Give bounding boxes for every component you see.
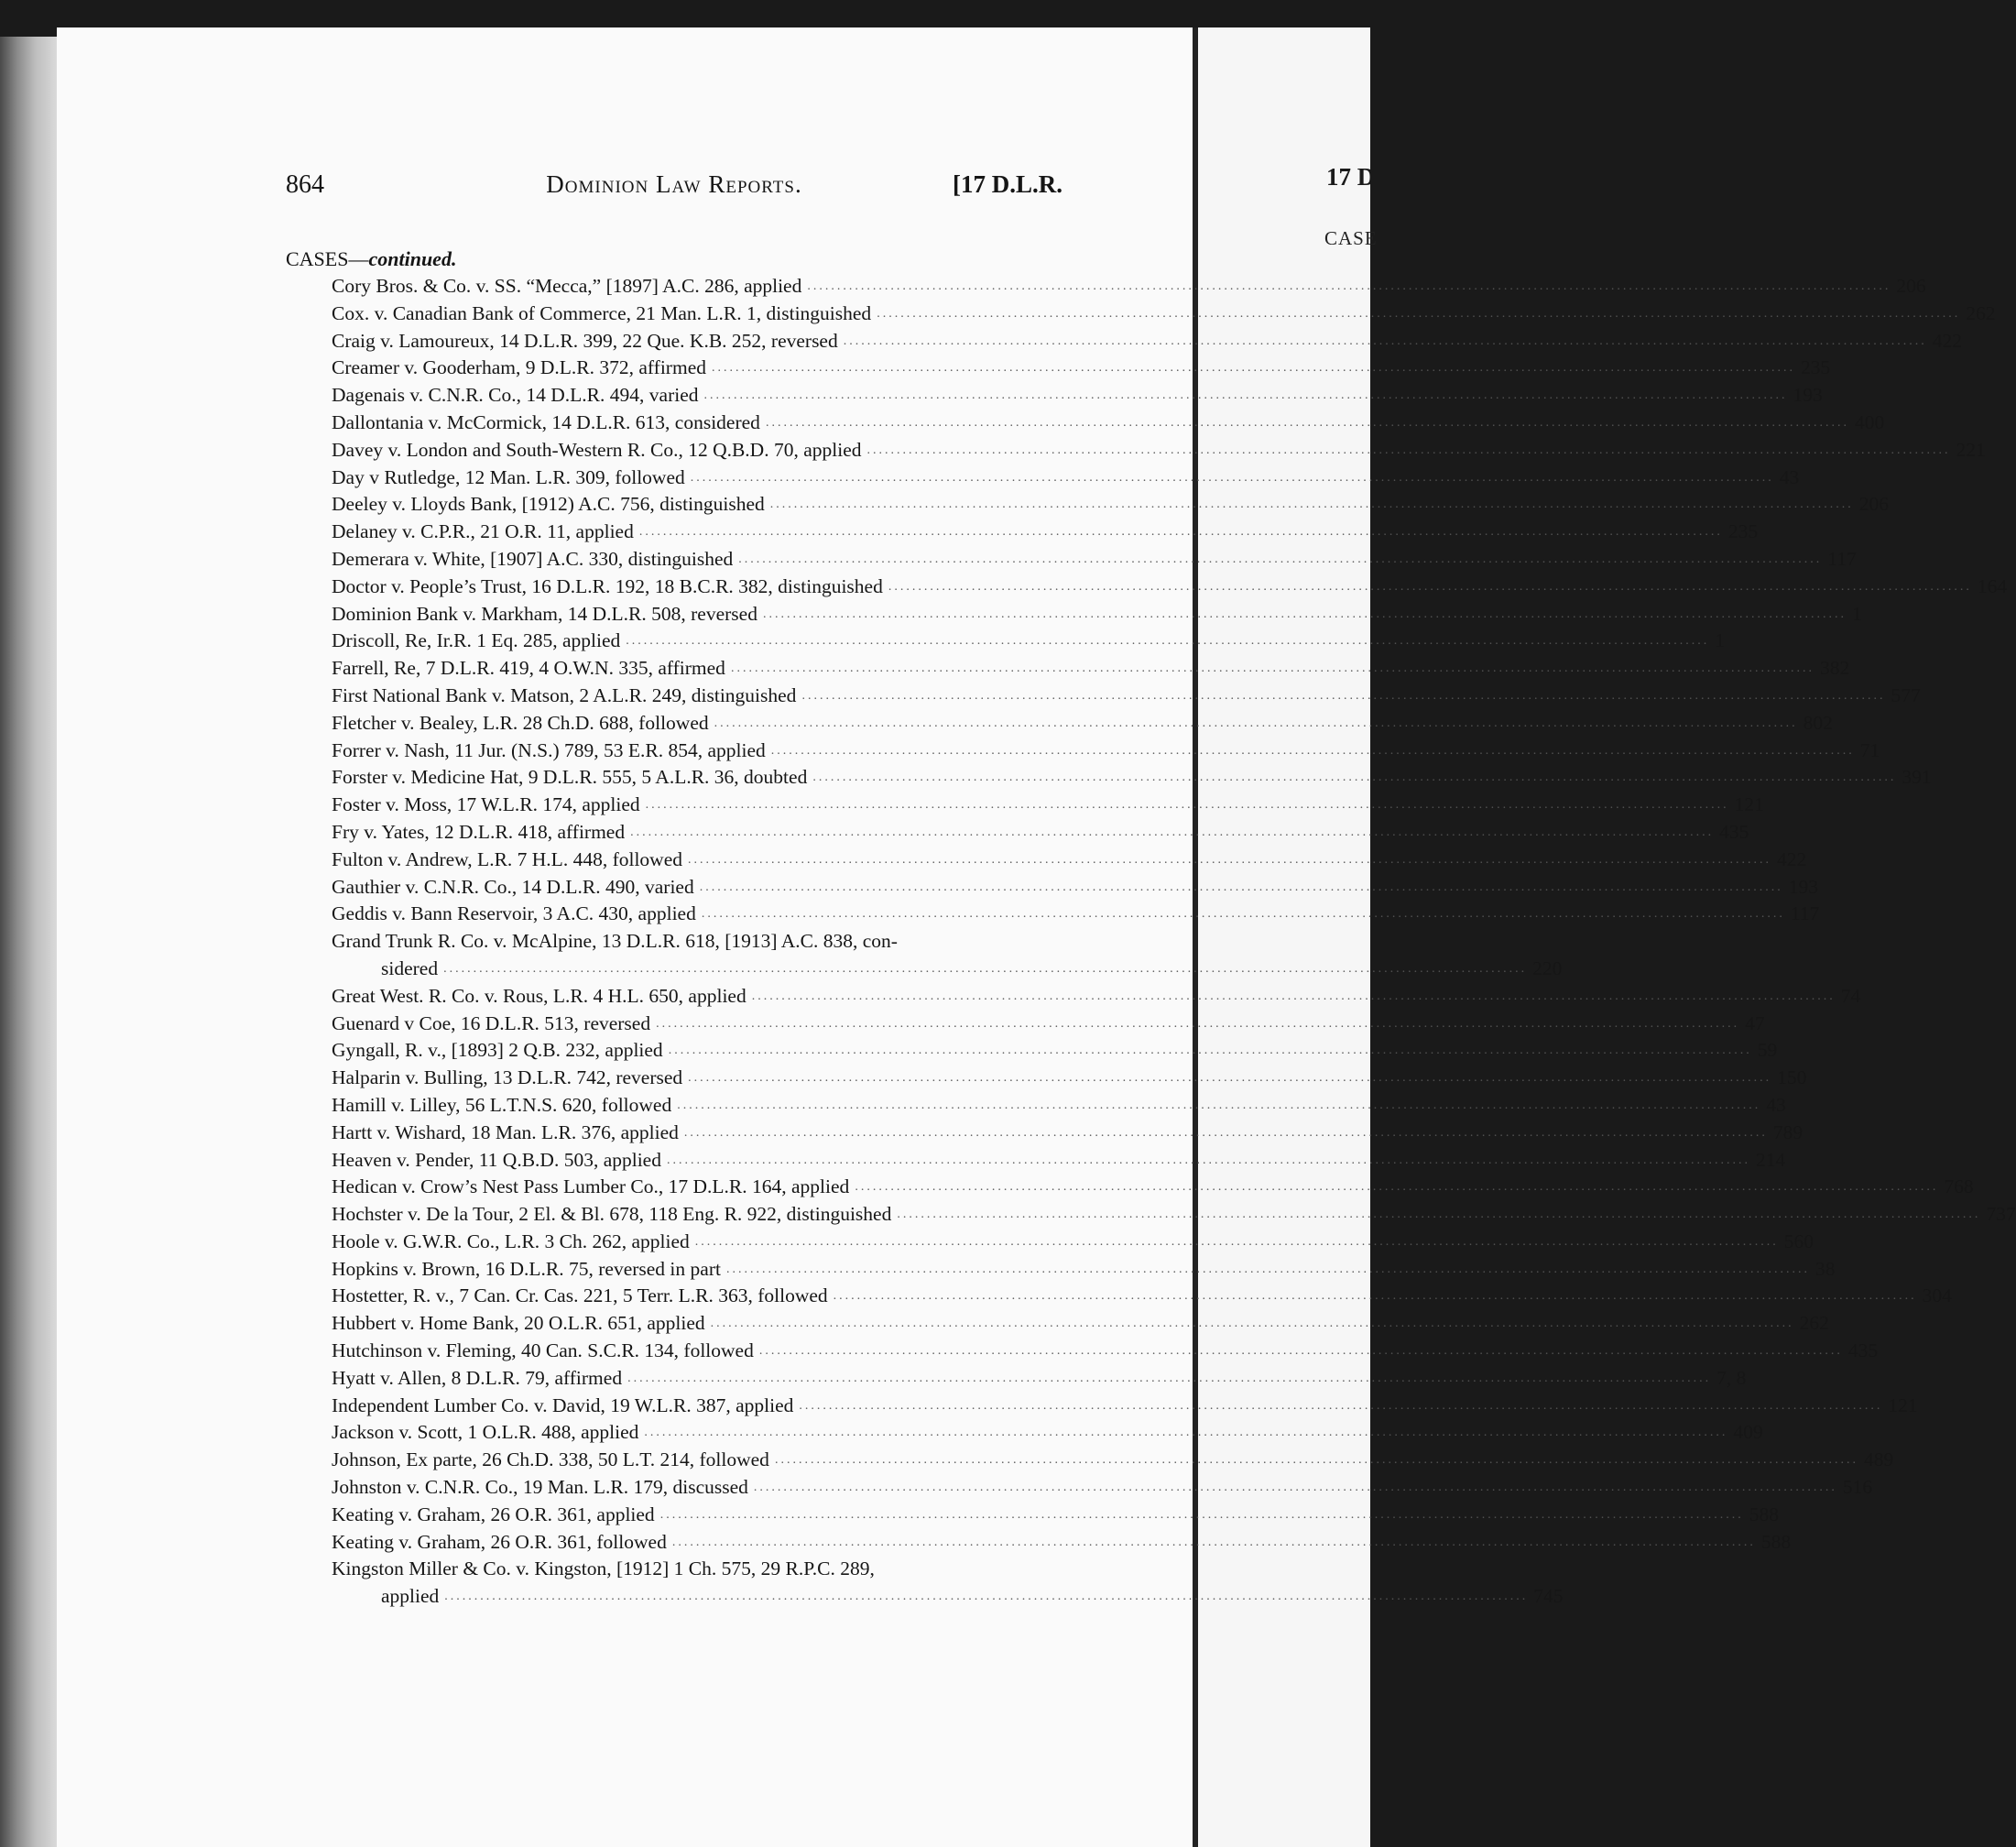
case-page-ref: 262 [1799,1312,1829,1335]
case-citation: Dominion Bank v. Markham, 14 D.L.R. 508, reversed [332,602,757,625]
case-page-ref: 117 [1827,547,1857,570]
case-citation: Johnson, Ex parte, 26 Ch.D. 338, 50 L.T. 214, followed [332,1448,769,1471]
case-entry [286,1365,1747,1393]
case-citation: Driscoll, Re, Ir.R. 1 Eq. 285, applied [332,629,621,652]
case-page-ref: 71 [1859,738,1880,761]
dot-leader [627,1365,1711,1393]
case-page-ref: 206 [1896,275,1926,297]
page-number: 864 [286,170,324,199]
case-entry [286,1338,1879,1365]
case-entry [286,1229,1814,1256]
case-page-ref: 588 [1760,1530,1792,1553]
case-entry [286,1502,1779,1529]
dot-leader [646,792,1729,819]
dot-leader [754,1474,1837,1502]
dot-leader [771,738,1855,765]
dot-leader [630,819,1714,847]
case-entry [286,1120,1804,1147]
case-entry [286,1092,1786,1120]
case-page-ref: 435 [1719,820,1749,843]
case-entry [286,1419,1763,1447]
running-head [286,170,1062,207]
case-citation: Fletcher v. Bealey, L.R. 28 Ch.D. 688, followed [332,711,709,734]
case-entry [286,1011,1765,1038]
case-list [286,273,2016,1611]
case-entry [286,1447,1894,1474]
dot-leader [855,1174,1938,1201]
case-entry [286,792,1764,819]
case-page-ref: 1 [1715,629,1726,652]
case-page-ref: 262 [1966,301,1996,324]
dot-leader [714,710,1798,738]
dot-leader [700,874,1783,902]
dot-leader [672,1529,1756,1557]
case-citation: Hutchinson v. Fleming, 40 Can. S.C.R. 134, followed [332,1339,754,1362]
case-entry [286,1037,1778,1065]
case-page-ref: 214 [1755,1148,1786,1171]
case-citation: Foster v. Moss, 17 W.L.R. 174, applied [332,793,640,816]
case-entry [286,956,1563,983]
case-page-ref: 382 [1819,657,1850,680]
dot-leader [738,546,1822,574]
case-citation: Hartt v. Wishard, 18 Man. L.R. 376, applied [332,1120,679,1143]
case-citation: Deeley v. Lloyds Bank, [1912) A.C. 756, distinguished [332,493,765,516]
case-entry [286,1065,1807,1092]
dot-leader [711,1310,1794,1338]
case-page-ref: 1 [1851,602,1862,625]
case-entry [286,355,1831,382]
case-entry [286,1201,2016,1229]
dot-leader [775,1447,1858,1474]
dot-leader [695,1229,1779,1256]
case-citation: Johnston v. C.N.R. Co., 19 Man. L.R. 179, discussed [332,1476,748,1499]
dot-leader [444,1583,1528,1611]
dot-leader [677,1092,1760,1120]
case-page-ref: 220 [1532,956,1563,979]
case-entry [286,601,1862,628]
case-page-ref: 38 [1814,1257,1836,1280]
case-page-ref: 789 [1772,1120,1804,1143]
case-page-ref: 435 [1847,1339,1879,1362]
case-entry [286,546,1857,574]
dot-leader [766,410,1849,437]
dot-leader [763,601,1847,628]
case-citation: applied [381,1585,440,1608]
case-citation: Farrell, Re, 7 D.L.R. 419, 4 O.W.N. 335, affirmed [332,657,725,680]
case-page-ref: 560 [1783,1230,1814,1252]
case-citation: Jackson v. Scott, 1 O.L.R. 488, applied [332,1421,639,1444]
case-page-ref: 400 [1854,410,1885,433]
case-entry [286,574,2008,601]
case-entry [286,410,1885,437]
case-citation: Demerara v. White, [1907] A.C. 330, distinguished [332,547,734,570]
case-page-ref: 489 [1863,1448,1894,1471]
case-entry [286,1147,1786,1175]
case-entry [286,655,1850,683]
case-citation: Dallontania v. McCormick, 14 D.L.R. 613, considered [332,410,760,433]
dot-leader [867,437,1951,464]
case-page-ref: 221 [1956,438,1986,461]
dot-leader [669,1037,1752,1065]
case-page-ref: 737 [1986,1203,2016,1226]
case-page-ref: 802 [1803,711,1833,734]
case-page-ref: 121 [1888,1393,1918,1416]
case-citation: Cox. v. Canadian Bank of Commerce, 21 Man. L.R. 1, distinguished [332,301,872,324]
case-page-ref: 193 [1793,384,1823,407]
case-entry [286,1174,1974,1201]
case-entry [286,382,1823,410]
case-page-ref: 47 [1745,1011,1765,1034]
case-entry [286,1393,1918,1420]
case-entry [286,683,1921,710]
case-citation: Halparin v. Bulling, 13 D.L.R. 742, reversed [332,1066,683,1089]
case-entry-first-line: Grand Trunk R. Co. v. McAlpine, 13 D.L.R. 618, [1913] A.C. 838, con- [332,930,898,953]
dot-leader [812,764,1896,792]
case-page-ref: 577 [1891,683,1921,706]
case-citation: Hubbert v. Home Bank, 20 O.L.R. 651, applied [332,1312,705,1335]
case-citation: sidered [381,956,439,979]
dot-leader [656,1011,1739,1038]
case-citation: Craig v. Lamoureux, 14 D.L.R. 399, 22 Que. K.B. 252, reversed [332,329,838,352]
case-entry [286,819,1749,847]
case-entry [286,1474,1873,1502]
dot-leader [702,901,1785,928]
facing-page-header: 17 D [1326,163,1376,191]
case-citation: Gauthier v. C.N.R. Co., 14 D.L.R. 490, varied [332,875,694,898]
case-citation: Independent Lumber Co. v. David, 19 W.L.R. 387, applied [332,1393,794,1416]
case-citation: Cory Bros. & Co. v. SS. “Mecca,” [1897] A.C. 286, applied [332,275,802,297]
case-citation: Creamer v. Gooderham, 9 D.L.R. 372, affirmed [332,356,706,379]
case-page-ref: 235 [1727,520,1759,543]
case-page-ref: 409 [1733,1421,1763,1444]
case-entry [286,1283,1952,1310]
dot-leader [644,1419,1727,1447]
case-citation: Dagenais v. C.N.R. Co., 14 D.L.R. 494, varied [332,384,699,407]
page-edge-stack [0,37,59,1847]
case-entry [286,628,1726,655]
dot-leader [770,491,1854,519]
dot-leader [752,983,1836,1011]
case-entry [286,437,1986,464]
dot-leader [759,1338,1843,1365]
facing-page-section: CASE [1324,227,1378,249]
dot-leader [688,1065,1771,1092]
case-entry [286,983,1861,1011]
case-entry [286,710,1833,738]
case-page-ref: 193 [1788,875,1818,898]
dot-leader [712,355,1795,382]
case-citation: Keating v. Graham, 26 O.R. 361, followed [332,1530,667,1553]
case-entry [286,491,1890,519]
volume-reference: [17 D.L.R. [953,170,1062,198]
case-citation: Guenard v Coe, 16 D.L.R. 513, reversed [332,1011,651,1034]
case-entry [286,464,1800,492]
case-citation: Day v Rutledge, 12 Man. L.R. 309, followed [332,465,685,488]
dot-leader [799,1393,1882,1420]
journal-title: Dominion Law Reports. [546,170,802,198]
case-citation: Delaney v. C.P.R., 21 O.R. 11, applied [332,520,634,543]
dot-leader [691,464,1774,492]
case-entry [286,764,1932,792]
dot-leader [844,328,1927,355]
case-page-ref: 235 [1800,356,1831,379]
case-citation: Heaven v. Pender, 11 Q.B.D. 503, applied [332,1148,661,1171]
case-citation: Fulton v. Andrew, L.R. 7 H.L. 448, followed [332,847,682,870]
case-page-ref: 422 [1777,847,1807,870]
case-page-ref: 516 [1842,1476,1873,1499]
case-page-ref: 7, 8 [1716,1366,1747,1389]
case-citation: Great West. R. Co. v. Rous, L.R. 4 H.L. 650, applied [332,984,746,1007]
case-citation: Davey v. London and South-Western R. Co., 12 Q.B.D. 70, applied [332,438,862,461]
case-citation: Keating v. Graham, 26 O.R. 361, applied [332,1503,655,1525]
dot-leader [726,1256,1810,1284]
case-entry [286,1583,1564,1611]
case-entry [286,1310,1829,1338]
case-citation: Hochster v. De la Tour, 2 El. & Bl. 678, 118 Eng. R. 922, distinguished [332,1203,892,1226]
case-entry [286,1256,1836,1284]
case-citation: Fry v. Yates, 12 D.L.R. 418, affirmed [332,820,626,843]
case-citation: First National Bank v. Matson, 2 A.L.R. 249, distinguished [332,683,797,706]
dot-leader [877,301,1960,328]
case-citation: Gyngall, R. v., [1893] 2 Q.B. 232, applied [332,1039,663,1062]
case-entry [286,328,1962,355]
dot-leader [660,1502,1744,1529]
case-citation: Hedican v. Crow’s Nest Pass Lumber Co., 17 D.L.R. 164, applied [332,1175,850,1198]
case-page-ref: 304 [1922,1284,1952,1307]
case-page-ref: 206 [1858,493,1890,516]
case-entry [286,847,1807,874]
case-citation: Forster v. Medicine Hat, 9 D.L.R. 555, 5 A.L.R. 36, doubted [332,766,808,789]
case-page-ref: 588 [1749,1503,1779,1525]
case-page-ref: 74 [1840,984,1861,1007]
case-entry [286,273,1926,301]
case-page-ref: 59 [1757,1039,1778,1062]
case-citation: Geddis v. Bann Reservoir, 3 A.C. 430, applied [332,902,696,925]
case-citation: Hamill v. Lilley, 56 L.T.N.S. 620, followed [332,1093,672,1116]
case-citation: Hostetter, R. v., 7 Can. Cr. Cas. 221, 5 Terr. L.R. 363, followed [332,1284,828,1307]
case-entry [286,519,1759,546]
case-page-ref: 117 [1790,902,1820,925]
case-entry [286,874,1818,902]
case-page-ref: 121 [1734,793,1764,816]
dot-leader [684,1120,1768,1147]
case-page-ref: 43 [1779,465,1800,488]
case-entry [286,301,1996,328]
dot-leader [626,628,1709,655]
section-label: CASES— [286,247,369,270]
case-page-ref: 43 [1766,1093,1786,1116]
dot-leader [443,956,1527,983]
case-citation: Hoole v. G.W.R. Co., L.R. 3 Ch. 262, applied [332,1230,690,1252]
dot-leader [639,519,1723,546]
dot-leader [834,1283,1917,1310]
dot-leader [807,273,1891,301]
case-citation: Doctor v. People’s Trust, 16 D.L.R. 192, 18 B.C.R. 382, distinguished [332,574,883,597]
case-page-ref: 150 [1777,1066,1807,1089]
dot-leader [731,655,1814,683]
case-entry [286,1529,1792,1557]
case-citation: Forrer v. Nash, 11 Jur. (N.S.) 789, 53 E.R. 854, applied [332,738,766,761]
case-page-ref: 422 [1932,329,1962,352]
case-page-ref: 768 [1944,1175,1974,1198]
case-citation: Hyatt v. Allen, 8 D.L.R. 79, affirmed [332,1366,623,1389]
section-heading [286,247,456,271]
case-page-ref: 745 [1533,1585,1564,1608]
case-entry [286,901,1820,928]
dot-leader [667,1147,1750,1175]
case-page-ref: 164 [1977,574,2008,597]
dot-leader [688,847,1771,874]
case-citation: Hopkins v. Brown, 16 D.L.R. 75, reversed in part [332,1257,721,1280]
case-page-ref: 391 [1902,766,1932,789]
dot-leader [897,1201,1980,1229]
dot-leader [704,382,1788,410]
dot-leader [888,574,1972,601]
dot-leader [801,683,1885,710]
case-entry [286,738,1880,765]
section-continued: continued. [368,247,457,270]
case-entry-first-line: Kingston Miller & Co. v. Kingston, [1912] 1 Ch. 575, 29 R.P.C. 289, [332,1557,875,1580]
